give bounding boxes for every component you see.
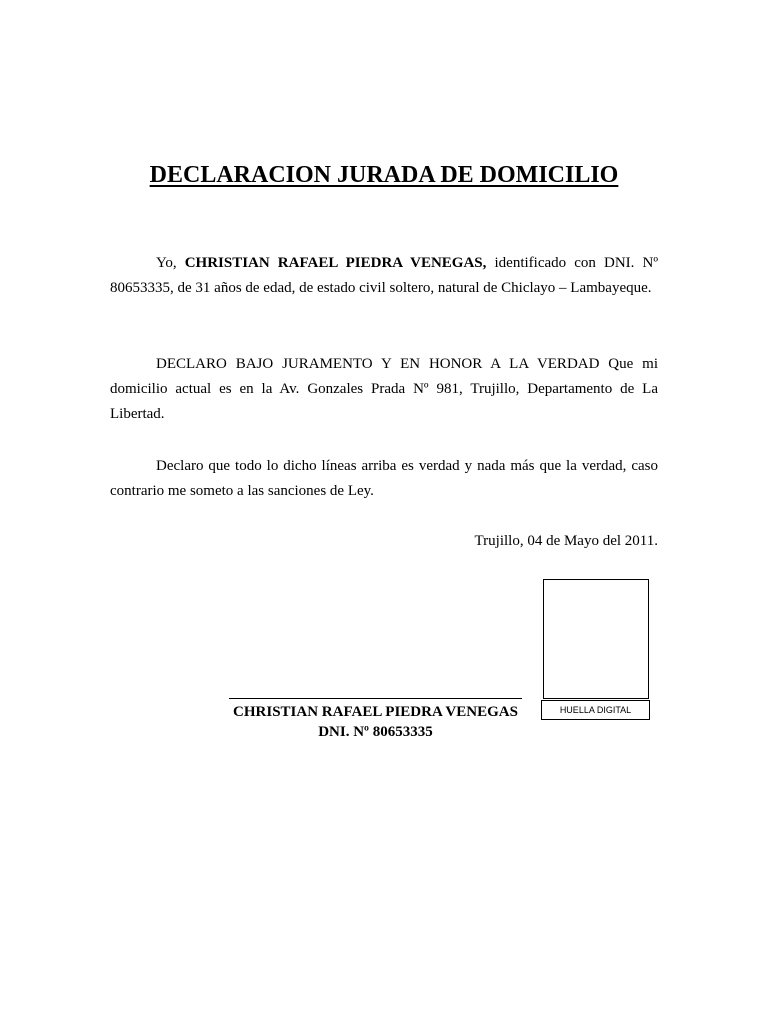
signature-line: [229, 698, 522, 699]
place-date: Trujillo, 04 de Mayo del 2011.: [474, 533, 658, 549]
declarant-name: CHRISTIAN RAFAEL PIEDRA VENEGAS,: [184, 255, 487, 271]
paragraph-declaration: DECLARO BAJO JURAMENTO Y EN HONOR A LA VERDAD Que mi domicilio actual es en la Av. Gonzales Prada Nº 981, Trujillo, Departamento de La Libertad.: [110, 356, 658, 422]
signature-name: CHRISTIAN RAFAEL PIEDRA VENEGAS: [233, 704, 518, 720]
paragraph-identity-intro: Yo,: [156, 255, 185, 271]
fingerprint-box: [543, 579, 649, 699]
document-title: DECLARACION JURADA DE DOMICILIO: [149, 162, 619, 188]
paragraph-identity: [110, 251, 658, 301]
signature-dni: DNI. Nº 80653335: [318, 724, 433, 740]
paragraph-identity-rest: identificado con DNI. Nº 80653335, de 31 años de edad, de estado civil soltero, natural de Chiclayo – Lambayeque.: [110, 255, 658, 296]
fingerprint-label: HUELLA DIGITAL: [541, 700, 650, 720]
paragraph-closing: Declaro que todo lo dicho líneas arriba es verdad y nada más que la verdad, caso contrario me someto a las sanciones de Ley.: [110, 458, 658, 499]
